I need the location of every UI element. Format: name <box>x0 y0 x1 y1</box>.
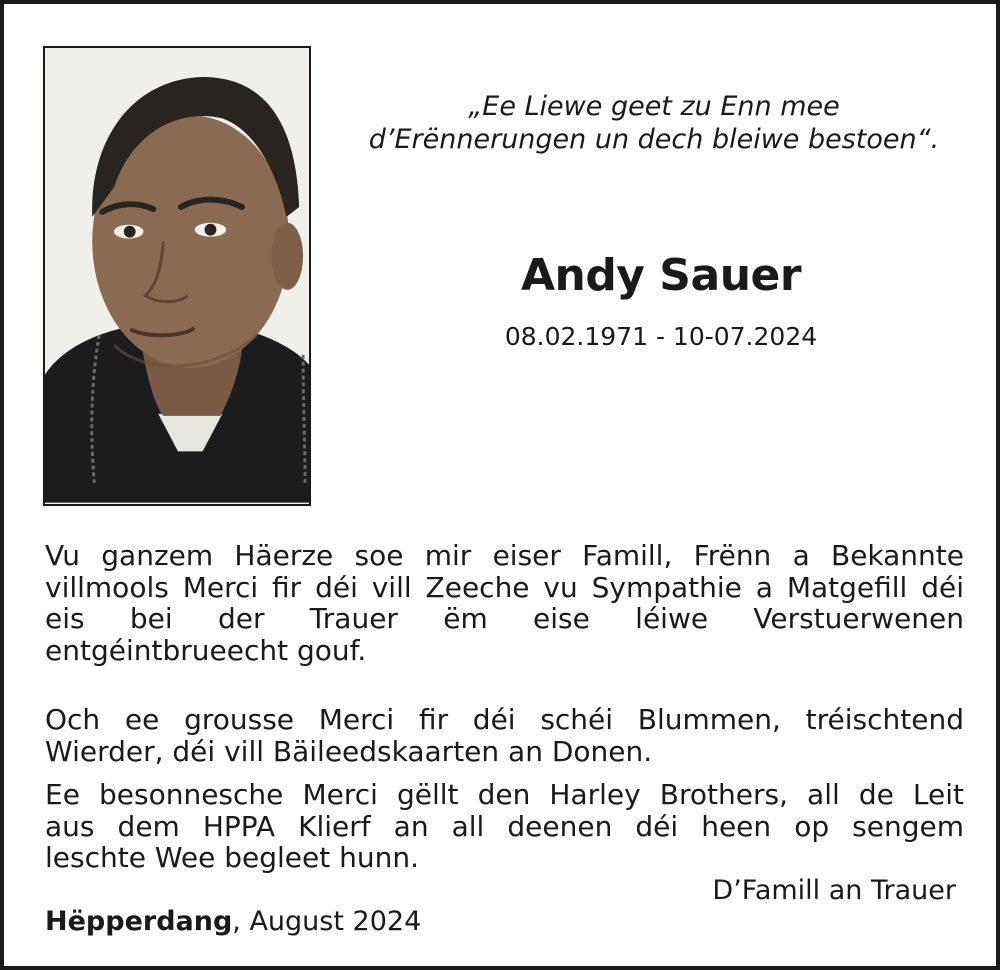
special-thanks-paragraph <box>45 779 964 874</box>
flowers-paragraph <box>45 704 964 767</box>
life-dates: 08.02.1971 - 10-07.2024 <box>504 322 818 351</box>
place-and-date <box>45 906 421 937</box>
paragraph-line: Ee besonnesche Merci gëllt den Harley Brothers, all de Leit <box>45 778 964 811</box>
quote <box>344 90 964 156</box>
paragraph-line: eis bei der Trauer ëm eise léiwe Verstuerwenen <box>45 602 964 635</box>
place-name: Hëpperdang <box>45 906 233 937</box>
paragraph-line: aus dem HPPA Klierf an all deenen déi heen op sengem <box>45 809 964 843</box>
paragraph-line: villmools Merci fir déi vill Zeeche vu Sympathie a Matgefill déi <box>45 570 964 604</box>
thanks-paragraph <box>45 540 964 666</box>
paragraph-line: Wierder, déi vill Bäileedskaarten an Donen. <box>45 734 653 768</box>
quote-line: d’Erënnerungen un dech bleiwe bestoen“. <box>368 124 940 155</box>
family-signature: D’Famill an Trauer <box>712 875 956 906</box>
deceased-name: Andy Sauer <box>520 250 802 301</box>
quote-line: „Ee Liewe geet zu Enn mee <box>468 91 840 122</box>
paragraph-line: leschte Wee begleet hunn. <box>45 841 420 874</box>
portrait-photo <box>43 46 311 506</box>
paragraph-line: Vu ganzem Häerze soe mir eiser Famill, Frënn a Bekannte <box>45 539 964 572</box>
notice-date: , August 2024 <box>232 906 422 937</box>
paragraph-line: Och ee grousse Merci fir déi schéi Blummen, tréischtend <box>45 703 964 736</box>
paragraph-line: entgéintbrueecht gouf. <box>45 633 367 667</box>
